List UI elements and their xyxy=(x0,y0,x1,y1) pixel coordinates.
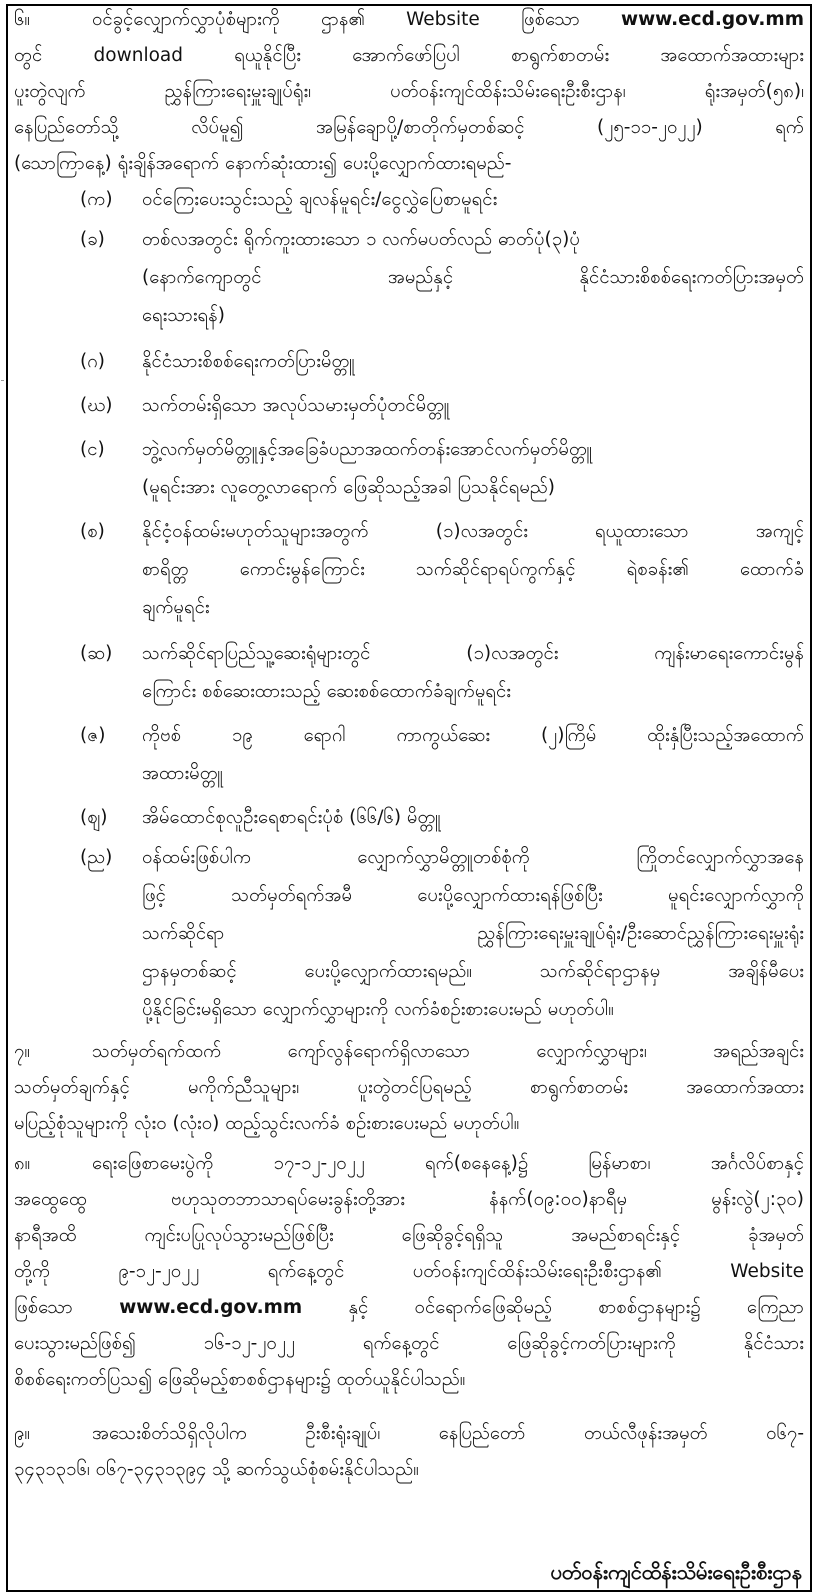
item-line: နိုင်ငံသားစိစစ်ရေးကတ်ပြားမိတ္တူ xyxy=(142,351,355,372)
section-7-line-2: သတ်မှတ်ချက်နှင့် မကိုက်ညီသူများ၊ ပူးတွဲတင်ပြရမည့် စာရွက်စာတမ်း အထောက်အထား xyxy=(14,1077,804,1098)
section-9-number: ၉။ xyxy=(14,1423,31,1444)
item-line: သက်ဆိုင်ရာပြည်သူ့ဆေးရုံများတွင် (၁)လအတွင်း ကျန်းမာရေးကောင်းမွန် xyxy=(142,643,804,664)
website-url: www.ecd.gov.mm xyxy=(119,1297,303,1318)
item-line: ဘွဲ့လက်မှတ်မိတ္တူနှင့်အခြေခံပညာအထက်တန်းအောင်လက်မှတ်မိတ္တူ xyxy=(142,439,593,460)
item-line: (နောက်ကျောတွင် အမည်နှင့် နိုင်ငံသားစိစစ်ရေးကတ်ပြားအမှတ် xyxy=(142,267,804,288)
section-6-line-4: နေပြည်တော်သို့ လိပ်မူ၍ အမြန်ချောပို့/စာတိုက်မှတစ်ဆင့် (၂၅-၁၁-၂၀၂၂) ရက် xyxy=(14,117,804,138)
section-8-line-1: ရေးဖြေစာမေးပွဲကို ၁၇-၁၂-၂၀၂၂ ရက်(စနေနေ့)၌ မြန်မာစာ၊ အင်္ဂလိပ်စာနှင့် xyxy=(92,1153,804,1174)
section-7-line-1: သတ်မှတ်ရက်ထက် ကျော်လွန်ရောက်ရှိလာသော လျှောက်လွှာများ၊ အရည်အချင်း xyxy=(92,1041,804,1062)
item-label: (စ) xyxy=(80,521,105,542)
item-label: (ဈ) xyxy=(80,807,108,828)
section-7-line-3: မပြည့်စုံသူများကို လုံးဝ (လုံးဝ) ထည့်သွင်းလက်ခံ စဉ်းစားပေးမည် မဟုတ်ပါ။ xyxy=(14,1113,520,1134)
item-line: ဖြင့် သတ်မှတ်ရက်အမီ ပေးပို့လျှောက်ထားရန်ဖြစ်ပြီး မူရင်းလျှောက်လွှာကို xyxy=(142,885,804,906)
item-line: ရေးသားရန်) xyxy=(142,305,225,326)
item-label: (ဂ) xyxy=(80,351,106,372)
section-6-line-2: တွင် download ရယူနိုင်ပြီး အောက်ဖော်ပြပါ စာရွက်စာတမ်း အထောက်အထားများ xyxy=(14,45,804,66)
item-label: (က) xyxy=(80,189,113,210)
item-line: ဝင်ကြေးပေးသွင်းသည့် ချလန်မူရင်း/ငွေလွှဲပြေစာမူရင်း xyxy=(142,189,498,210)
item-line: သက်တမ်းရှိသော အလုပ်သမားမှတ်ပုံတင်မိတ္တူ xyxy=(142,395,450,416)
item-line: အိမ်ထောင်စုလူဦးရေစာရင်းပုံစံ (၆၆/၆) မိတ္တူ xyxy=(142,807,441,828)
item-line: ဌာနမှတစ်ဆင့် ပေးပို့လျှောက်ထားရမည်။ သက်ဆိုင်ရာဌာနမှ အချိန်မီပေး xyxy=(142,961,804,982)
section-8-line-7: စိစစ်ရေးကတ်ပြသ၍ ဖြေဆိုမည့်စာစစ်ဌာနများ၌ ထုတ်ယူနိုင်ပါသည်။ xyxy=(14,1369,466,1390)
item-line: (မူရင်းအား လူတွေ့လာရောက် ဖြေဆိုသည့်အခါ ပြသနိုင်ရမည်) xyxy=(142,477,556,498)
item-line: အထားမိတ္တူ xyxy=(142,763,224,784)
section-6-line-3: ပူးတွဲလျက် ညွှန်ကြားရေးမှူးချုပ်ရုံး၊ ပတ်ဝန်းကျင်ထိန်းသိမ်းရေးဦးစီးဌာန၊ ရုံးအမှတ်(၅၈)၊ xyxy=(14,81,804,102)
item-line: သက်ဆိုင်ရာ ညွှန်ကြားရေးမှူးချုပ်ရုံး/ဦးဆောင်ညွှန်ကြားရေးမှူးရုံး xyxy=(142,923,804,944)
section-9-line-2: ၃၄၃၁၃၁၆၊ ၀၆၇-၃၄၃၁၃၉၄ သို့ ဆက်သွယ်စုံစမ်းနိုင်ပါသည်။ xyxy=(14,1459,419,1480)
item-line: ဝန်ထမ်းဖြစ်ပါက လျှောက်လွှာမိတ္တူတစ်စုံကို ကြိုတင်လျှောက်လွှာအနေ xyxy=(142,847,804,868)
section-8-line-3: နာရီအထိ ကျင်းပပြုလုပ်သွားမည်ဖြစ်ပြီး ဖြေဆိုခွင့်ရရှိသူ အမည်စာရင်းနှင့် ခုံအမှတ် xyxy=(14,1225,804,1246)
item-line: နိုင်ငံ့ဝန်ထမ်းမဟုတ်သူများအတွက် (၁)လအတွင်း ရယူထားသော အကျင့် xyxy=(142,521,804,542)
item-label: (ည) xyxy=(80,847,113,868)
section-9-line-1: အသေးစိတ်သိရှိလိုပါက ဦးစီးရုံးချုပ်၊ နေပြည်တော် တယ်လီဖုန်းအမှတ် ၀၆၇- xyxy=(92,1423,804,1444)
section-6-number: ၆။ xyxy=(14,9,31,30)
item-line: ချက်မူရင်း xyxy=(142,597,210,618)
issuing-department-signature: ပတ်ဝန်းကျင်ထိန်းသိမ်းရေးဦးစီးဌာန xyxy=(550,1560,802,1584)
section-8-line-2: အထွေထွေ ဗဟုသုတဘာသာရပ်မေးခွန်းတို့အား နံနက်(၀၉:၀၀)နာရီမှ မွန်းလွဲ(၂:၃၀) xyxy=(14,1189,804,1210)
section-7-number: ၇။ xyxy=(14,1041,31,1062)
section-8-line-4: တို့ကို ၉-၁၂-၂၀၂၂ ရက်နေ့တွင် ပတ်ဝန်းကျင်ထိန်းသိမ်းရေးဦးစီးဌာန၏ Website xyxy=(14,1261,804,1282)
item-label: (ဇ) xyxy=(80,725,106,746)
item-label: (ခ) xyxy=(80,229,105,250)
website-url: www.ecd.gov.mm xyxy=(621,9,804,30)
item-line: တစ်လအတွင်း ရိုက်ကူးထားသော ၁ လက်မပတ်လည် ဓာတ်ပုံ(၃)ပုံ xyxy=(142,229,580,250)
section-8-line-5: ဖြစ်သော www.ecd.gov.mm နှင့် ဝင်ရောက်ဖြေဆိုမည့် စာစစ်ဌာနများ၌ ကြေညာ xyxy=(14,1297,805,1318)
section-8-number: ၈။ xyxy=(14,1153,31,1174)
item-line: ကြောင်း စစ်ဆေးထားသည့် ဆေးစစ်ထောက်ခံချက်မူရင်း xyxy=(142,681,511,702)
item-line: ကိုဗစ် ၁၉ ရောဂါ ကာကွယ်ဆေး (၂)ကြိမ် ထိုးနှံပြီးသည့်အထောက် xyxy=(142,725,804,746)
section-6-line-5: (သောကြာနေ့) ရုံးချိန်အရောက် နောက်ဆုံးထား၍ ပေးပို့လျှောက်ထားရမည်- xyxy=(14,153,512,174)
item-line: စာရိတ္တ ကောင်းမွန်ကြောင်း သက်ဆိုင်ရာရပ်ကွက်နှင့် ရဲစခန်း၏ ထောက်ခံ xyxy=(142,559,804,580)
item-line: ပို့နိုင်ခြင်းမရှိသော လျှောက်လွှာများကို လက်ခံစဉ်းစားပေးမည် မဟုတ်ပါ။ xyxy=(142,999,614,1020)
section-6-line-1: ဝင်ခွင့်လျှောက်လွှာပုံစံများကို ဌာန၏ Website ဖြစ်သော www.ecd.gov.mm xyxy=(92,9,804,30)
item-label: (ဆ) xyxy=(80,643,113,664)
section-8-line-6: ပေးသွားမည်ဖြစ်၍ ၁၆-၁၂-၂၀၂၂ ရက်နေ့တွင် ဖြေဆိုခွင့်ကတ်ပြားများကို နိုင်ငံသား xyxy=(14,1333,804,1354)
item-label: (င) xyxy=(80,439,105,460)
item-label: (ဃ) xyxy=(80,395,113,416)
